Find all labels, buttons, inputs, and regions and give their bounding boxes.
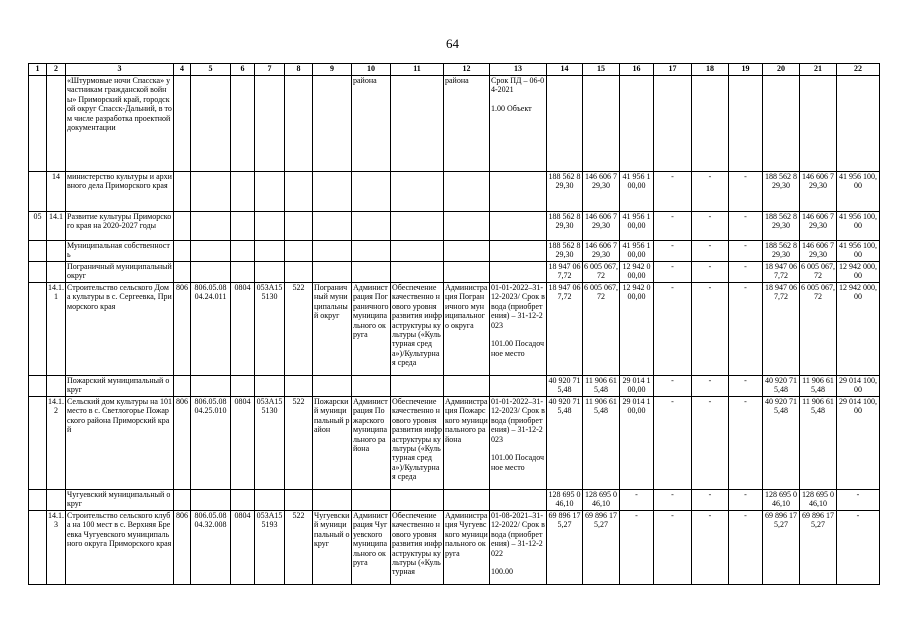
table-cell: 14.1.2 xyxy=(47,397,66,490)
table-cell: 053A15 5130 xyxy=(255,397,285,490)
table-cell xyxy=(352,241,391,262)
column-header: 18 xyxy=(692,64,729,76)
column-header: 12 xyxy=(444,64,490,76)
table-cell: 12 942 000,00 xyxy=(837,283,880,376)
table-cell: 29 014 100,00 xyxy=(620,376,654,397)
table-cell xyxy=(444,490,490,511)
table-cell: 12 942 000,00 xyxy=(620,283,654,376)
table-cell: 188 562 829,30 xyxy=(547,212,583,241)
table-cell: - xyxy=(729,283,763,376)
table-cell: 41 956 100,00 xyxy=(837,172,880,212)
table-cell: 806.05.08 04.25.010 xyxy=(191,397,231,490)
table-cell xyxy=(255,376,285,397)
column-header: 20 xyxy=(763,64,800,76)
table-cell: - xyxy=(729,511,763,585)
table-cell: - xyxy=(729,376,763,397)
table-cell: Администрация Пожарского муниципального района xyxy=(444,397,490,490)
table-cell: 146 606 729,30 xyxy=(583,241,620,262)
table-cell xyxy=(490,490,547,511)
column-header: 6 xyxy=(231,64,255,76)
table-cell: Чугуевский муниципальный округ xyxy=(313,511,352,585)
table-cell xyxy=(191,490,231,511)
budget-table xyxy=(28,63,880,585)
header-row xyxy=(29,64,880,76)
table-cell xyxy=(29,490,47,511)
table-cell: 11 906 615,48 xyxy=(583,376,620,397)
table-cell: 40 920 715,48 xyxy=(763,397,800,490)
table-cell: 128 695 046,10 xyxy=(763,490,800,511)
table-cell: - xyxy=(654,212,692,241)
table-cell: 806 xyxy=(174,511,191,585)
table-cell xyxy=(29,241,47,262)
table-cell: 29 014 100,00 xyxy=(620,397,654,490)
table-cell xyxy=(285,376,313,397)
table-cell: - xyxy=(692,283,729,376)
table-cell: 40 920 715,48 xyxy=(547,376,583,397)
column-header: 19 xyxy=(729,64,763,76)
table-cell xyxy=(47,262,66,283)
table-cell xyxy=(29,397,47,490)
table-cell xyxy=(313,241,352,262)
table-cell xyxy=(729,76,763,172)
table-cell: 14 xyxy=(47,172,66,212)
table-cell xyxy=(352,376,391,397)
table-cell xyxy=(391,172,444,212)
table-cell: 522 xyxy=(285,511,313,585)
table-cell: 18 947 067,72 xyxy=(763,283,800,376)
table-cell: 146 606 729,30 xyxy=(800,172,837,212)
table-cell: 18 947 067,72 xyxy=(763,262,800,283)
table-cell: 18 947 067,72 xyxy=(547,262,583,283)
table-cell xyxy=(174,376,191,397)
table-cell: 11 906 615,48 xyxy=(800,397,837,490)
table-cell xyxy=(174,76,191,172)
table-cell: Администрация Чугуевского муниципального округа xyxy=(444,511,490,585)
table-row xyxy=(29,376,880,397)
table-cell: - xyxy=(654,490,692,511)
table-cell: Строительство сельского клуба на 100 мест в с. Верхняя Бреевка Чугуевского муниципального округа Приморского края xyxy=(66,511,174,585)
table-cell: Администрация Пограничного муниципального округа xyxy=(352,283,391,376)
table-cell xyxy=(231,241,255,262)
table-cell: - xyxy=(654,376,692,397)
column-header: 11 xyxy=(391,64,444,76)
table-cell xyxy=(255,490,285,511)
table-cell xyxy=(191,172,231,212)
table-cell: Пограничный муниципальный округ xyxy=(313,283,352,376)
table-cell xyxy=(391,490,444,511)
table-cell xyxy=(313,376,352,397)
table-row xyxy=(29,397,880,490)
table-cell: 806.05.08 04.24.011 xyxy=(191,283,231,376)
table-row xyxy=(29,490,880,511)
column-header: 3 xyxy=(66,64,174,76)
table-row xyxy=(29,241,880,262)
table-cell xyxy=(692,76,729,172)
table-cell: 12 942 000,00 xyxy=(620,262,654,283)
table-cell xyxy=(490,376,547,397)
table-cell: 41 956 100,00 xyxy=(837,212,880,241)
table-cell: 14.1.3 xyxy=(47,511,66,585)
table-cell xyxy=(444,376,490,397)
table-cell: Пограничный муниципальный округ xyxy=(66,262,174,283)
table-cell xyxy=(29,76,47,172)
table-cell: района xyxy=(352,76,391,172)
column-header: 22 xyxy=(837,64,880,76)
table-cell xyxy=(255,76,285,172)
table-cell xyxy=(444,241,490,262)
table-row xyxy=(29,172,880,212)
table-cell: - xyxy=(692,376,729,397)
table-cell xyxy=(352,172,391,212)
column-header: 16 xyxy=(620,64,654,76)
table-row xyxy=(29,212,880,241)
table-cell xyxy=(47,76,66,172)
table-cell xyxy=(763,76,800,172)
table-cell: Сельский дом культуры на 101 место в с. Светлогорье Пожарского района Приморский край xyxy=(66,397,174,490)
table-cell: Муниципальная собственность xyxy=(66,241,174,262)
table-cell: Обеспечение качественно нового уровня развития инфраструктуры культуры («Культурная среда»)/Культурная среда xyxy=(391,397,444,490)
table-cell: 188 562 829,30 xyxy=(547,172,583,212)
table-cell: 128 695 046,10 xyxy=(583,490,620,511)
table-cell xyxy=(391,376,444,397)
table-cell: 146 606 729,30 xyxy=(800,241,837,262)
column-header: 14 xyxy=(547,64,583,76)
table-cell: - xyxy=(837,490,880,511)
column-header: 2 xyxy=(47,64,66,76)
table-cell xyxy=(444,212,490,241)
table-cell: 01-08-2021–31-12-2022/ Срок ввода (приобретения) – 31-12-2022 100.00 xyxy=(490,511,547,585)
table-cell: 188 562 829,30 xyxy=(547,241,583,262)
table-cell: 41 956 100,00 xyxy=(620,241,654,262)
table-cell xyxy=(191,76,231,172)
table-cell: - xyxy=(654,172,692,212)
table-cell: Пожарский муниципальный округ xyxy=(66,376,174,397)
table-row xyxy=(29,262,880,283)
table-cell: Развитие культуры Приморского края на 2020-2027 годы xyxy=(66,212,174,241)
table-cell xyxy=(800,76,837,172)
table-cell: 11 906 615,48 xyxy=(583,397,620,490)
column-header: 7 xyxy=(255,64,285,76)
table-cell: Срок ПД – 06-04-2021 1.00 Объект xyxy=(490,76,547,172)
table-cell xyxy=(29,172,47,212)
table-cell: 12 942 000,00 xyxy=(837,262,880,283)
table-cell: Пожарский муниципальный район xyxy=(313,397,352,490)
table-cell xyxy=(29,262,47,283)
table-cell: - xyxy=(654,283,692,376)
table-cell: 41 956 100,00 xyxy=(620,212,654,241)
table-cell: 146 606 729,30 xyxy=(800,212,837,241)
table-cell xyxy=(29,511,47,585)
table-cell xyxy=(285,262,313,283)
table-cell: 69 896 175,27 xyxy=(763,511,800,585)
table-cell xyxy=(285,490,313,511)
column-header: 17 xyxy=(654,64,692,76)
table-cell: 188 562 829,30 xyxy=(763,241,800,262)
table-cell xyxy=(285,212,313,241)
table-cell: - xyxy=(620,490,654,511)
table-cell: - xyxy=(654,262,692,283)
column-header: 4 xyxy=(174,64,191,76)
table-cell: - xyxy=(729,212,763,241)
table-cell: Чугуевский муниципальный округ xyxy=(66,490,174,511)
table-cell: 18 947 067,72 xyxy=(547,283,583,376)
table-cell xyxy=(490,262,547,283)
table-cell xyxy=(191,212,231,241)
table-cell xyxy=(654,76,692,172)
table-cell: - xyxy=(654,397,692,490)
table-cell: района xyxy=(444,76,490,172)
table-cell: 0804 xyxy=(231,283,255,376)
table-cell xyxy=(29,283,47,376)
table-cell: 40 920 715,48 xyxy=(547,397,583,490)
table-cell: 01-01-2022–31-12-2023/ Срок ввода (приобретения) – 31-12-2023 101.00 Посадочное место xyxy=(490,397,547,490)
table-cell xyxy=(444,172,490,212)
table-cell: Администрация Чугуевского муниципального округа xyxy=(352,511,391,585)
table-cell xyxy=(174,212,191,241)
table-cell xyxy=(391,212,444,241)
table-cell xyxy=(231,376,255,397)
table-cell xyxy=(47,241,66,262)
table-cell: - xyxy=(692,490,729,511)
table-cell: - xyxy=(729,397,763,490)
table-cell: 522 xyxy=(285,397,313,490)
table-cell xyxy=(174,262,191,283)
table-cell: 053A15 5193 xyxy=(255,511,285,585)
table-cell: 128 695 046,10 xyxy=(800,490,837,511)
table-cell xyxy=(29,376,47,397)
column-header: 1 xyxy=(29,64,47,76)
table-cell: - xyxy=(654,241,692,262)
table-row xyxy=(29,511,880,585)
table-cell: 14.1.1 xyxy=(47,283,66,376)
table-cell xyxy=(255,241,285,262)
table-cell: 6 005 067,72 xyxy=(800,283,837,376)
table-cell: - xyxy=(692,397,729,490)
table-cell: - xyxy=(692,511,729,585)
table-cell: Строительство сельского Дома культуры в с. Сергеевка, Приморского края xyxy=(66,283,174,376)
table-cell xyxy=(313,172,352,212)
table-cell: - xyxy=(729,490,763,511)
table-cell xyxy=(174,490,191,511)
table-cell xyxy=(313,262,352,283)
table-cell: - xyxy=(620,511,654,585)
table-cell: 69 896 175,27 xyxy=(800,511,837,585)
table-cell xyxy=(191,262,231,283)
table-cell: 806.05.08 04.32.008 xyxy=(191,511,231,585)
table-cell: - xyxy=(654,511,692,585)
table-cell xyxy=(490,172,547,212)
table-cell: - xyxy=(692,212,729,241)
table-cell xyxy=(391,241,444,262)
table-cell: 0804 xyxy=(231,397,255,490)
table-cell: 41 956 100,00 xyxy=(837,241,880,262)
table-cell xyxy=(255,172,285,212)
table-cell xyxy=(285,76,313,172)
table-cell xyxy=(191,241,231,262)
table-cell xyxy=(231,212,255,241)
table-cell xyxy=(231,262,255,283)
table-cell: 188 562 829,30 xyxy=(763,212,800,241)
table-cell: 41 956 100,00 xyxy=(620,172,654,212)
table-cell: - xyxy=(692,172,729,212)
page-number: 64 xyxy=(446,36,459,51)
table-cell xyxy=(255,262,285,283)
table-row xyxy=(29,283,880,376)
table-cell: Администрация Пожарского муниципального района xyxy=(352,397,391,490)
table-cell xyxy=(313,76,352,172)
table-cell xyxy=(313,212,352,241)
table-cell: «Штурмовые ночи Спасска» участникам гражданской войны» Приморский край, городской округ Спасск-Дальний, в том числе разработка проектной документации xyxy=(66,76,174,172)
table-cell: 01-01-2022–31-12-2023/ Срок ввода (приобретения) – 31-12-2023 101.00 Посадочное место xyxy=(490,283,547,376)
table-cell xyxy=(391,76,444,172)
table-row xyxy=(29,76,880,172)
table-cell: - xyxy=(729,241,763,262)
column-header: 9 xyxy=(313,64,352,76)
table-cell: 6 005 067,72 xyxy=(583,283,620,376)
table-cell: 29 014 100,00 xyxy=(837,376,880,397)
table-cell xyxy=(174,241,191,262)
table-cell xyxy=(313,490,352,511)
table-cell xyxy=(444,262,490,283)
table-cell xyxy=(620,76,654,172)
table-cell: 188 562 829,30 xyxy=(763,172,800,212)
table-cell xyxy=(47,490,66,511)
table-cell: Администрация Пограничного муниципального округа xyxy=(444,283,490,376)
table-cell: 6 005 067,72 xyxy=(800,262,837,283)
column-header: 5 xyxy=(191,64,231,76)
table-cell xyxy=(47,376,66,397)
table-cell xyxy=(352,490,391,511)
table-cell: 14.1 xyxy=(47,212,66,241)
table-cell: 146 606 729,30 xyxy=(583,172,620,212)
table-cell: 522 xyxy=(285,283,313,376)
table-cell: - xyxy=(692,241,729,262)
table-cell: министерство культуры и архивного дела Приморского края xyxy=(66,172,174,212)
table-cell: 69 896 175,27 xyxy=(547,511,583,585)
table-cell xyxy=(547,76,583,172)
table-cell xyxy=(191,376,231,397)
table-cell: 69 896 175,27 xyxy=(583,511,620,585)
column-header: 21 xyxy=(800,64,837,76)
table-cell xyxy=(583,76,620,172)
table-cell xyxy=(174,172,191,212)
table-cell: - xyxy=(692,262,729,283)
column-header: 13 xyxy=(490,64,547,76)
table-cell xyxy=(255,212,285,241)
table-cell: 11 906 615,48 xyxy=(800,376,837,397)
table-cell: 806 xyxy=(174,283,191,376)
table-cell xyxy=(285,241,313,262)
table-cell xyxy=(490,212,547,241)
table-cell: - xyxy=(729,172,763,212)
column-header: 15 xyxy=(583,64,620,76)
table-cell xyxy=(231,172,255,212)
table-cell xyxy=(352,262,391,283)
table-cell xyxy=(490,241,547,262)
table-cell: - xyxy=(729,262,763,283)
table-cell: 146 606 729,30 xyxy=(583,212,620,241)
table-cell xyxy=(352,212,391,241)
table-cell xyxy=(231,76,255,172)
table-cell: 40 920 715,48 xyxy=(763,376,800,397)
column-header: 10 xyxy=(352,64,391,76)
table-cell xyxy=(391,262,444,283)
table-cell xyxy=(285,172,313,212)
table-cell: 806 xyxy=(174,397,191,490)
table-cell: 05 xyxy=(29,212,47,241)
table-cell: 29 014 100,00 xyxy=(837,397,880,490)
table-cell: 128 695 046,10 xyxy=(547,490,583,511)
table-cell: Обеспечение качественно нового уровня развития инфраструктуры культуры («Культурная xyxy=(391,511,444,585)
table-cell: 6 005 067,72 xyxy=(583,262,620,283)
table-cell xyxy=(231,490,255,511)
table-cell xyxy=(837,76,880,172)
table-cell: 053A15 5130 xyxy=(255,283,285,376)
table-cell: 0804 xyxy=(231,511,255,585)
table-cell: Обеспечение качественно нового уровня развития инфраструктуры культуры («Культурная среда»)/Культурная среда xyxy=(391,283,444,376)
column-header: 8 xyxy=(285,64,313,76)
table-cell: - xyxy=(837,511,880,585)
